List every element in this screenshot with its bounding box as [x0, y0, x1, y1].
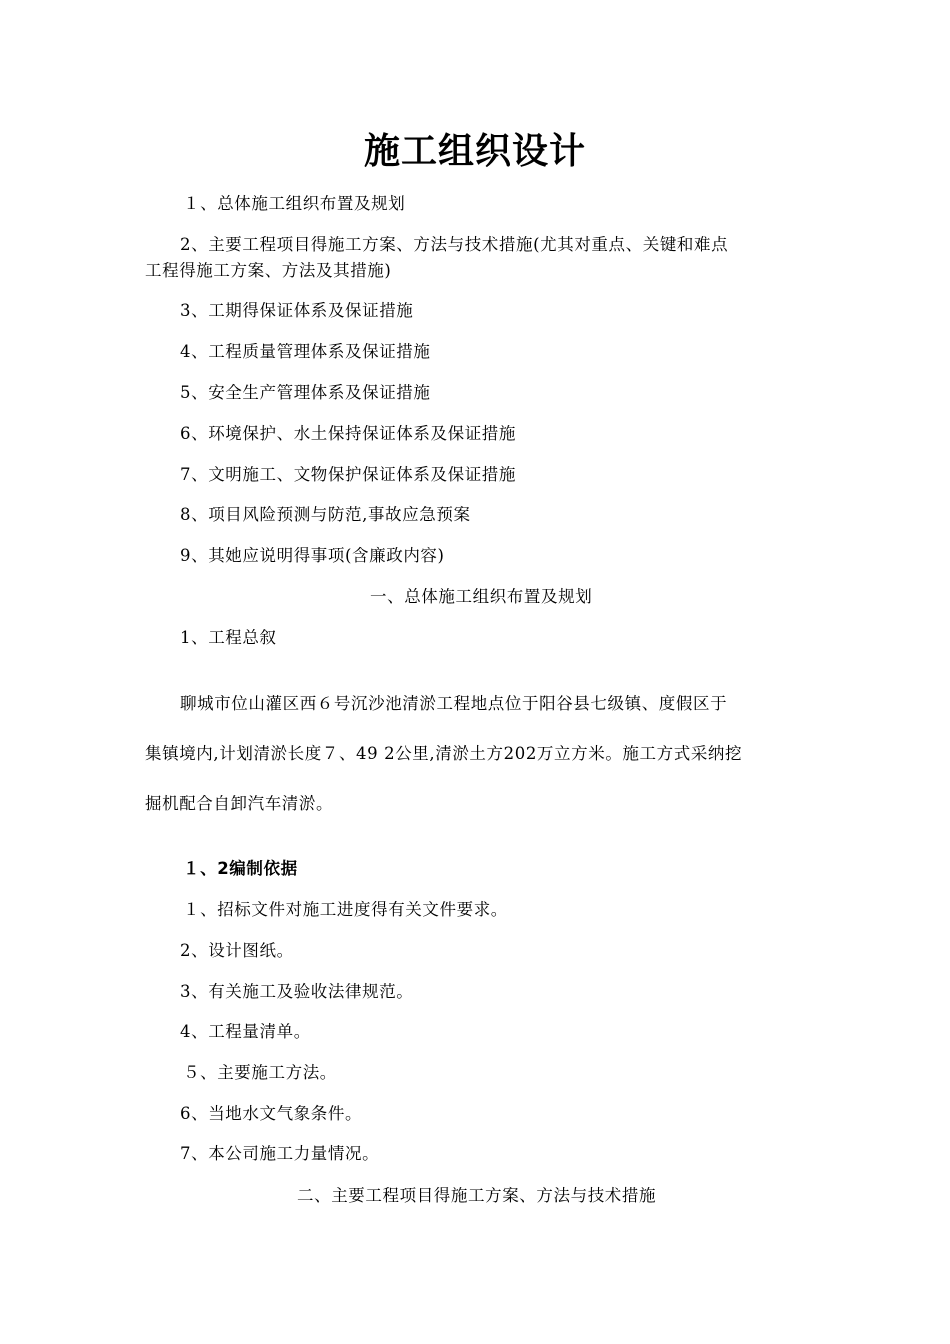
basis-item-5: ５、主要施工方法。 [183, 1063, 337, 1082]
basis-item-7: 7、本公司施工力量情况。 [180, 1144, 380, 1163]
toc-item-2: 2、主要工程项目得施工方案、方法与技术措施(尤其对重点、关键和难点 [180, 235, 729, 254]
overview-line-2: 集镇境内,计划清淤长度７、49 2公里,清淤土方202万立方米。施工方式采纳挖 [145, 744, 743, 763]
basis-item-3: 3、有关施工及验收法律规范。 [180, 982, 414, 1001]
subsection-1-2-heading: １、2编制依据 [183, 859, 298, 878]
toc-item-1: １、总体施工组织布置及规划 [183, 194, 406, 213]
toc-item-5: 5、安全生产管理体系及保证措施 [180, 383, 431, 402]
toc-item-8: 8、项目风险预测与防范,事故应急预案 [180, 505, 471, 524]
overview-line-3: 掘机配合自卸汽车清淤。 [145, 794, 334, 813]
section-2-heading: 二、主要工程项目得施工方案、方法与技术措施 [297, 1186, 657, 1205]
basis-item-2: 2、设计图纸。 [180, 941, 294, 960]
toc-item-6: 6、环境保护、水土保持保证体系及保证措施 [180, 424, 516, 443]
basis-item-1: １、招标文件对施工进度得有关文件要求。 [183, 900, 508, 919]
toc-item-7: 7、文明施工、文物保护保证体系及保证措施 [180, 465, 516, 484]
section-1-heading: 一、总体施工组织布置及规划 [370, 587, 593, 606]
toc-item-4: 4、工程质量管理体系及保证措施 [180, 342, 431, 361]
document-title: 施工组织设计 [363, 131, 586, 172]
toc-item-3: 3、工期得保证体系及保证措施 [180, 301, 414, 320]
subsection-1-1-heading: 1、工程总叙 [180, 628, 277, 647]
toc-item-2-continued: 工程得施工方案、方法及其措施) [145, 261, 392, 280]
basis-item-6: 6、当地水文气象条件。 [180, 1104, 363, 1123]
overview-line-1: 聊城市位山灌区西６号沉沙池清淤工程地点位于阳谷县七级镇、度假区于 [180, 694, 728, 713]
toc-item-9: 9、其她应说明得事项(含廉政内容) [180, 546, 445, 565]
basis-item-4: 4、工程量清单。 [180, 1022, 311, 1041]
